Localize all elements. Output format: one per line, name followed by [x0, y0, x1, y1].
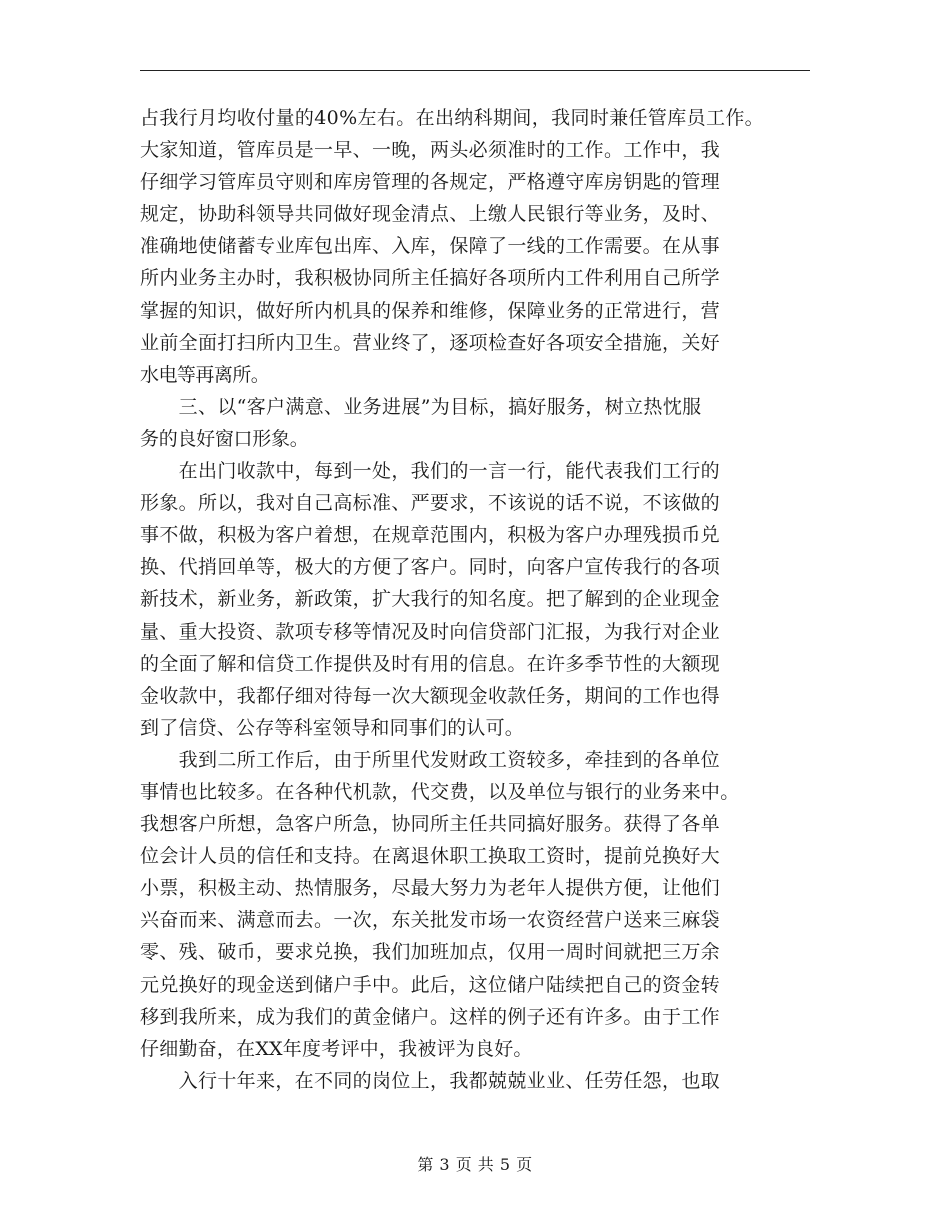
text-line: 入行十年来，在不同的岗位上，我都兢兢业业、任劳任怨，也取 — [140, 1069, 721, 1092]
text-line: 我到二所工作后，由于所里代发财政工资较多，牵挂到的各单位 — [140, 748, 721, 771]
text-line: 大家知道，管库员是一早、一晚，两头必须准时的工作。工作中，我 — [140, 139, 721, 162]
text-line: 到了信贷、公存等科室领导和同事们的认可。 — [140, 716, 525, 739]
text-line: 零、残、破币，要求兑换，我们加班加点，仅用一周时间就把三万余 — [140, 941, 721, 964]
text-line: 元兑换好的现金送到储户手中。此后，这位储户陆续把自己的资金转 — [140, 973, 721, 996]
text-line: 事情也比较多。在各种代机款，代交费，以及单位与银行的业务来中。 — [140, 780, 740, 803]
text-line: 事不做，积极为客户着想，在规章范围内，积极为客户办理残损币兑 — [140, 524, 721, 547]
text-line: 规定，协助科领导共同做好现金清点、上缴人民银行等业务，及时、 — [140, 203, 721, 226]
text-line: 仔细勤奋，在XX年度考评中，我被评为良好。 — [140, 1037, 533, 1060]
text-line: 兴奋而来、满意而去。一次，东关批发市场一农资经营户送来三麻袋 — [140, 909, 721, 932]
text-line: 在出门收款中，每到一处，我们的一言一行，能代表我们工行的 — [140, 460, 721, 483]
document-body — [140, 102, 820, 1097]
text-line: 的全面了解和信贷工作提供及时有用的信息。在许多季节性的大额现 — [140, 652, 721, 675]
page-number-label: 第 3 页 共 5 页 — [417, 1155, 533, 1174]
text-line: 小票，积极主动、热情服务，尽最大努力为老年人提供方便，让他们 — [140, 877, 721, 900]
page-footer — [0, 1152, 950, 1175]
text-line: 位会计人员的信任和支持。在离退休职工换取工资时，提前兑换好大 — [140, 845, 721, 868]
text-line: 务的良好窗口形象。 — [140, 427, 309, 450]
text-line: 掌握的知识，做好所内机具的保养和维修，保障业务的正常进行，营 — [140, 299, 721, 322]
text-line: 所内业务主办时，我积极协同所主任搞好各项所内工件利用自己所学 — [140, 267, 721, 290]
text-line: 业前全面打扫所内卫生。营业终了，逐项检查好各项安全措施，关好 — [140, 331, 721, 354]
text-line: 我想客户所想，急客户所急，协同所主任共同搞好服务。获得了各单 — [140, 813, 721, 836]
text-line: 量、重大投资、款项专移等情况及时向信贷部门汇报，为我行对企业 — [140, 620, 721, 643]
text-line: 占我行月均收付量的40%左右。在出纳科期间，我同时兼任管库员工作。 — [140, 107, 765, 129]
text-line: 准确地使储蓄专业库包出库、入库，保障了一线的工作需要。在从事 — [140, 235, 721, 258]
header-rule — [140, 70, 810, 71]
text-line: 移到我所来，成为我们的黄金储户。这样的例子还有许多。由于工作 — [140, 1005, 721, 1028]
text-line: 换、代捎回单等，极大的方便了客户。同时，向客户宣传我行的各项 — [140, 556, 721, 579]
text-line: 形象。所以，我对自己高标准、严要求，不该说的话不说，不该做的 — [140, 492, 721, 515]
text-line: 金收款中，我都仔细对待每一次大额现金收款任务，期间的工作也得 — [140, 684, 721, 707]
text-line: 三、以“客户满意、业务进展”为目标，搞好服务，树立热忱服 — [140, 395, 702, 418]
text-line: 新技术，新业务，新政策，扩大我行的知名度。把了解到的企业现金 — [140, 588, 721, 611]
text-line: 仔细学习管库员守则和库房管理的各规定，严格遵守库房钥匙的管理 — [140, 171, 721, 194]
text-line: 水电等再离所。 — [140, 363, 270, 386]
